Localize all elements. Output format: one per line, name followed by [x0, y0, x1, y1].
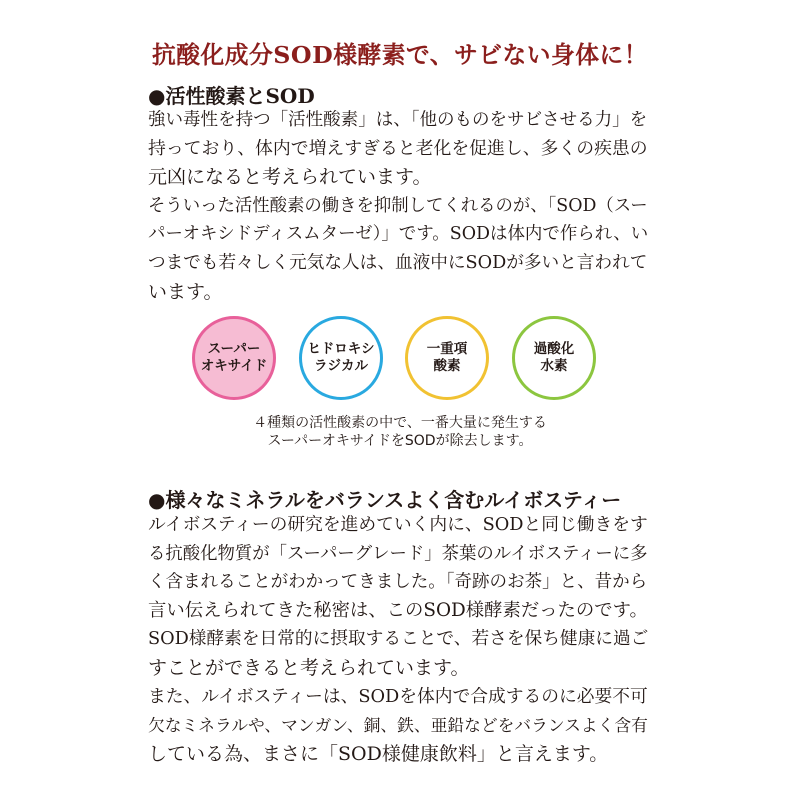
circle-singlet-oxygen [405, 316, 489, 400]
paragraph-line: 持っており、体内で増えすぎると老化を促進し、多くの疾患の [148, 137, 648, 159]
paragraph-line: 強い毒性を持つ「活性酸素」は、「他のものをサビさせる力」を [148, 110, 648, 130]
circle-label: オキサイド [200, 358, 268, 374]
circle-label: 一重項 [426, 341, 468, 357]
paragraph-line: すことができると考えられています。 [148, 656, 470, 679]
paragraph-line: している為、まさに「SOD様健康飲料」と言えます。 [148, 742, 609, 765]
paragraph-line: く含まれることがわかってきました。「奇跡のお茶」と、昔から [148, 572, 648, 593]
paragraph-line: います。 [148, 280, 223, 303]
circle-hydrogen-peroxide [512, 316, 596, 400]
circle-label: スーパー [207, 341, 261, 357]
paragraph-line: る抗酸化物質が「スーパーグレード」茶葉のルイボスティーに多 [148, 543, 648, 564]
circle-hydroxyl-radical [299, 316, 383, 400]
paragraph-line: ルイボスティーの研究を進めていく内に、SODと同じ働きをす [148, 515, 648, 535]
circle-label: 水素 [540, 358, 568, 374]
section-heading-active-oxygen: ●活性酸素とSOD [148, 84, 315, 108]
paragraph-line: 元凶になると考えられています。 [148, 166, 432, 189]
paragraph-line: そういった活性酸素の働きを抑制してくれるのが、「SOD（スー [148, 195, 648, 216]
caption-line: スーパーオキサイドをSODが除去します。 [267, 433, 533, 449]
circles-caption [0, 414, 800, 450]
paragraph-line: 言い伝えられてきた秘密は、このSOD様酵素だったのです。 [148, 599, 648, 621]
paragraph-line: つまでも若々しく元気な人は、血液中にSODが多いと言われて [148, 252, 648, 273]
circle-label: 酸素 [433, 358, 461, 374]
section-paragraph-active-oxygen [148, 106, 648, 306]
paragraph-line: また、ルイボスティーは、SODを体内で合成するのに必要不可 [148, 686, 648, 707]
oxygen-type-circles [192, 316, 612, 404]
paragraph-line: パーオキシドディスムターゼ）」です。SODは体内で作られ、い [148, 224, 649, 245]
caption-line: ４種類の活性酸素の中で、一番大量に発生する [253, 415, 547, 431]
section-heading-rooibos: ●様々なミネラルをバランスよく含むルイボスティー [148, 488, 622, 512]
circle-label: ラジカル [314, 358, 368, 374]
paragraph-line: SOD様酵素を日常的に摂取することで、若さを保ち健康に過ご [148, 629, 649, 650]
circle-label: ヒドロキシ [307, 341, 375, 357]
paragraph-line: 欠なミネラルや、マンガン、銅、鉄、亜鉛などをバランスよく含有 [148, 715, 648, 736]
circle-label: 過酸化 [533, 341, 575, 357]
section-paragraph-rooibos [148, 511, 648, 768]
page-title: 抗酸化成分SOD様酵素で、サビない身体に！ [152, 41, 648, 69]
circle-superoxide [192, 316, 276, 400]
